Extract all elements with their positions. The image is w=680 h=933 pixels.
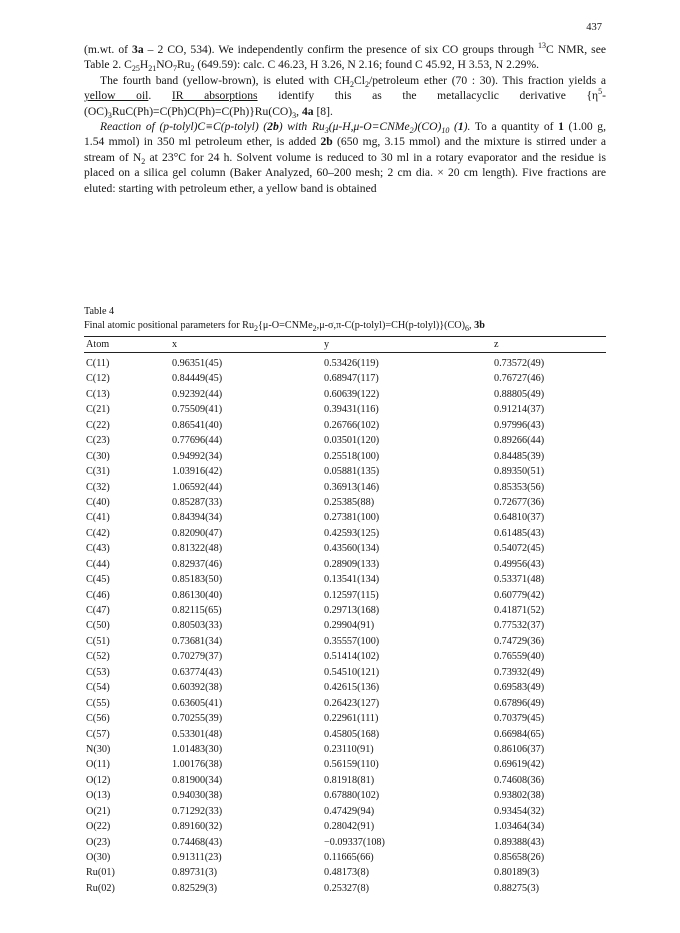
cell-y: 0.28909(133)	[324, 558, 380, 570]
table-row	[84, 788, 606, 803]
cell-y: 0.68947(117)	[324, 373, 379, 385]
table-row	[84, 835, 606, 850]
cell-x: 0.94030(38)	[172, 790, 223, 802]
cell-x: 0.92392(44)	[172, 388, 223, 400]
cell-atom: C(53)	[86, 666, 110, 678]
table-row	[84, 387, 606, 402]
cell-z: 0.84485(39)	[494, 450, 545, 462]
table-title: Final atomic positional parameters for $Ru_2\{\mu-O=CNMe_2,\mu-\sigma,\pi-C(p-tolyl)=CH(p-tolyl)\}(CO)_6$, 3b	[84, 320, 485, 333]
cell-atom: C(51)	[86, 635, 110, 647]
cell-x: 0.80503(33)	[172, 620, 223, 632]
cell-x: 0.89731(3)	[172, 867, 217, 879]
cell-x: 0.77696(44)	[172, 435, 223, 447]
cell-y: 0.48173(8)	[324, 867, 369, 879]
cell-z: 0.88275(3)	[494, 882, 539, 894]
cell-atom: C(40)	[86, 496, 110, 508]
cell-y: 0.35557(100)	[324, 635, 380, 647]
cell-atom: C(30)	[86, 450, 110, 462]
table-row	[84, 742, 606, 757]
body-text	[84, 42, 606, 196]
cell-x: 0.81322(48)	[172, 543, 223, 555]
table-row	[84, 495, 606, 510]
cell-z: 0.60779(42)	[494, 589, 545, 601]
table-row	[84, 526, 606, 541]
cell-z: 0.72677(36)	[494, 496, 545, 508]
cell-y: 0.29713(168)	[324, 605, 380, 616]
cell-x: 0.60392(38)	[172, 682, 223, 694]
cell-y: 0.54510(121)	[324, 666, 380, 678]
cell-x: 0.85183(50)	[172, 574, 223, 586]
cell-z: 0.64810(37)	[494, 512, 545, 524]
cell-y: 0.13541(134)	[324, 574, 380, 586]
cell-z: 0.91214(37)	[494, 404, 545, 416]
cell-atom: C(22)	[86, 419, 110, 431]
cell-x: 0.94992(34)	[172, 450, 223, 462]
cell-z: 0.66984(65)	[494, 728, 545, 740]
cell-z: 0.93454(32)	[494, 805, 545, 817]
cell-y: 0.22961(111)	[324, 713, 379, 725]
cell-y: 0.03501(120)	[324, 435, 380, 447]
table-row	[84, 356, 606, 371]
table-row	[84, 541, 606, 556]
cell-x: 0.63605(41)	[172, 697, 223, 709]
cell-atom: C(57)	[86, 728, 110, 740]
cell-atom: O(11)	[86, 759, 110, 771]
cell-z: 0.85658(26)	[494, 852, 545, 863]
table-row	[84, 418, 606, 433]
cell-y: 0.26423(127)	[324, 697, 380, 709]
cell-atom: O(12)	[86, 774, 111, 786]
table-row	[84, 603, 606, 618]
table-row	[84, 510, 606, 525]
header-x: x	[172, 339, 178, 350]
table-row	[84, 804, 606, 819]
table-row	[84, 680, 606, 695]
table-row	[84, 480, 606, 495]
cell-z: 0.41871(52)	[494, 605, 545, 616]
cell-x: 0.63774(43)	[172, 666, 223, 678]
cell-x: 0.71292(33)	[172, 805, 223, 817]
table-row	[84, 402, 606, 417]
table-row	[84, 696, 606, 711]
cell-z: 0.74729(36)	[494, 635, 545, 647]
cell-y: 0.60639(122)	[324, 388, 380, 400]
cell-x: 0.53301(48)	[172, 728, 223, 740]
cell-z: 0.73572(49)	[494, 358, 545, 369]
cell-atom: O(23)	[86, 836, 111, 848]
cell-atom: O(21)	[86, 805, 111, 817]
cell-x: 0.81900(34)	[172, 774, 223, 786]
table-row	[84, 572, 606, 587]
cell-y: 0.51414(102)	[324, 651, 380, 663]
cell-y: 0.67880(102)	[324, 790, 380, 802]
cell-atom: C(43)	[86, 543, 110, 555]
cell-y: 0.25518(100)	[324, 450, 380, 462]
table-row	[84, 464, 606, 479]
table-row	[84, 371, 606, 386]
cell-x: 0.70279(37)	[172, 651, 223, 663]
cell-atom: C(54)	[86, 682, 110, 694]
table-row	[84, 711, 606, 726]
cell-z: 0.49956(43)	[494, 558, 545, 570]
cell-x: 0.82115(65)	[172, 605, 222, 616]
cell-y: 0.45805(168)	[324, 728, 380, 740]
cell-y: 0.42615(136)	[324, 682, 380, 694]
page-number: 437	[586, 22, 602, 33]
table-row	[84, 649, 606, 664]
cell-y: 0.39431(116)	[324, 404, 379, 416]
table-row	[84, 865, 606, 880]
cell-atom: C(55)	[86, 697, 110, 709]
cell-x: 0.86541(40)	[172, 419, 223, 431]
cell-z: 0.70379(45)	[494, 713, 545, 725]
cell-atom: C(56)	[86, 713, 110, 725]
table-row	[84, 881, 606, 896]
cell-y: 0.81918(81)	[324, 774, 375, 786]
cell-y: 0.25327(8)	[324, 882, 369, 894]
paragraph-fourth-band: The fourth band (yellow-brown), is eluted with $CH_2Cl_2$/petroleum ether (70 : 30). This fraction yields a yellow oil. IR absorptions identify this as the metallacyclic derivative $\{\eta^5-(OC)_3RuC(Ph)=C(Ph)C(Ph)=C(Ph)\}Ru(CO)_3$, 4a [8].	[84, 73, 607, 120]
table-row	[84, 634, 606, 649]
cell-atom: C(41)	[86, 512, 110, 524]
cell-x: 0.74468(43)	[172, 836, 223, 848]
table-row	[84, 433, 606, 448]
coordinates-table	[84, 336, 606, 896]
cell-z: 0.88805(49)	[494, 388, 545, 400]
reaction-heading: Reaction of (p-tolyl)C≡C(p-tolyl) (2b) with $Ru_3(\mu-H,\mu-O=CNMe_2)(CO)_{10}$ (1).	[100, 120, 471, 136]
cell-y: 0.12597(115)	[324, 589, 379, 601]
table-row	[84, 819, 606, 834]
cell-x: 1.06592(44)	[172, 481, 223, 493]
cell-atom: Ru(01)	[86, 867, 115, 879]
table-header	[84, 337, 606, 352]
cell-y: 0.56159(110)	[324, 759, 379, 771]
cell-z: 0.97996(43)	[494, 419, 545, 431]
table-row	[84, 773, 606, 788]
cell-y: 0.25385(88)	[324, 496, 375, 508]
cell-atom: N(30)	[86, 743, 111, 755]
cell-y: 0.26766(102)	[324, 419, 380, 431]
cell-z: 1.03464(34)	[494, 821, 545, 833]
cell-atom: C(21)	[86, 404, 110, 416]
table-row	[84, 665, 606, 680]
cell-x: 0.86130(40)	[172, 589, 223, 601]
table-body	[84, 353, 606, 896]
cell-x: 1.03916(42)	[172, 466, 223, 478]
cell-atom: C(52)	[86, 651, 110, 663]
cell-z: 0.85353(56)	[494, 481, 545, 493]
cell-x: 0.85287(33)	[172, 496, 223, 508]
cell-x: 1.01483(30)	[172, 743, 223, 755]
cell-x: 0.75509(41)	[172, 404, 223, 416]
cell-atom: C(45)	[86, 574, 110, 586]
cell-atom: C(44)	[86, 558, 110, 570]
table-row	[84, 557, 606, 572]
cell-z: 0.89266(44)	[494, 435, 545, 447]
header-z: z	[494, 339, 499, 350]
cell-x: 0.73681(34)	[172, 635, 223, 647]
cell-z: 0.69619(42)	[494, 759, 545, 771]
cell-x: 0.82529(3)	[172, 882, 217, 894]
cell-y: −0.09337(108)	[324, 836, 385, 848]
cell-z: 0.76727(46)	[494, 373, 545, 385]
cell-atom: C(31)	[86, 466, 110, 478]
cell-x: 0.96351(45)	[172, 358, 223, 369]
cell-x: 0.82937(46)	[172, 558, 223, 570]
cell-y: 0.05881(135)	[324, 466, 380, 478]
header-atom: Atom	[86, 339, 110, 350]
table-row	[84, 850, 606, 865]
cell-atom: C(11)	[86, 358, 110, 369]
cell-y: 0.42593(125)	[324, 527, 380, 539]
table-caption	[84, 305, 606, 333]
cell-y: 0.11665(66)	[324, 852, 374, 863]
cell-x: 0.89160(32)	[172, 821, 223, 833]
table-row	[84, 618, 606, 633]
cell-y: 0.28042(91)	[324, 821, 375, 833]
cell-z: 0.74608(36)	[494, 774, 545, 786]
cell-atom: C(12)	[86, 373, 110, 385]
cell-z: 0.76559(40)	[494, 651, 545, 663]
cell-y: 0.36913(146)	[324, 481, 380, 493]
cell-z: 0.86106(37)	[494, 743, 545, 755]
table-row	[84, 449, 606, 464]
cell-atom: O(30)	[86, 852, 111, 863]
cell-z: 0.61485(43)	[494, 527, 545, 539]
cell-z: 0.80189(3)	[494, 867, 539, 879]
cell-x: 0.82090(47)	[172, 527, 223, 539]
cell-y: 0.29904(91)	[324, 620, 375, 632]
header-y: y	[324, 339, 330, 350]
cell-z: 0.89350(51)	[494, 466, 545, 478]
cell-atom: O(13)	[86, 790, 111, 802]
cell-z: 0.77532(37)	[494, 620, 545, 632]
cell-z: 0.73932(49)	[494, 666, 545, 678]
cell-z: 0.89388(43)	[494, 836, 545, 848]
cell-y: 0.43560(134)	[324, 543, 380, 555]
cell-z: 0.67896(49)	[494, 697, 545, 709]
cell-atom: C(46)	[86, 589, 110, 601]
table-row	[84, 757, 606, 772]
cell-atom: C(23)	[86, 435, 110, 447]
cell-atom: C(50)	[86, 620, 110, 632]
cell-atom: C(47)	[86, 605, 110, 616]
table-row	[84, 727, 606, 742]
table-label: Table 4	[84, 306, 115, 317]
cell-x: 0.70255(39)	[172, 713, 223, 725]
cell-z: 0.69583(49)	[494, 682, 545, 694]
table-row	[84, 588, 606, 603]
cell-z: 0.53371(48)	[494, 574, 545, 586]
paragraph-mass-spec: (m.wt. of 3a – 2 CO, 534). We independently confirm the presence of six CO groups through $^{13}$C NMR, see Table 2. $C_{25}H_{21}NO_7Ru_2$ (649.59): calc. C 46.23, H 3.26, N 2.16; found C 45.92, H 3.53, N 2.29%.	[84, 41, 606, 74]
cell-atom: Ru(02)	[86, 882, 115, 894]
cell-atom: O(22)	[86, 821, 111, 833]
cell-x: 0.84394(34)	[172, 512, 223, 524]
cell-z: 0.54072(45)	[494, 543, 545, 555]
cell-y: 0.27381(100)	[324, 512, 380, 524]
cell-atom: C(13)	[86, 388, 110, 400]
cell-x: 1.00176(38)	[172, 759, 223, 771]
cell-atom: C(42)	[86, 527, 110, 539]
cell-x: 0.84449(45)	[172, 373, 223, 385]
cell-x: 0.91311(23)	[172, 852, 222, 863]
cell-z: 0.93802(38)	[494, 790, 545, 802]
cell-y: 0.23110(91)	[324, 743, 374, 755]
cell-y: 0.47429(94)	[324, 805, 375, 817]
paragraph-reaction: Reaction of (p-tolyl)C≡C(p-tolyl) (2b) with $Ru_3(\mu-H,\mu-O=CNMe_2)(CO)_{10}$ (1). To a quantity of 1 (1.00 g, 1.54 mmol) in 350 ml petroleum ether, is added 2b (650 mg, 3.15 mmol) and the mixture is stirred under a stream of $N_2$ at 23°C for 24 h. Solvent volume is reduced to 30 ml in a rotary evaporator and the residue is placed on a silica gel column (Baker Analyzed, 60–200 mesh; 2 cm dia. × 20 cm length). Five fractions are eluted: starting with petroleum ether, a yellow band is obtained	[84, 120, 607, 195]
cell-atom: C(32)	[86, 481, 110, 493]
cell-y: 0.53426(119)	[324, 358, 379, 369]
